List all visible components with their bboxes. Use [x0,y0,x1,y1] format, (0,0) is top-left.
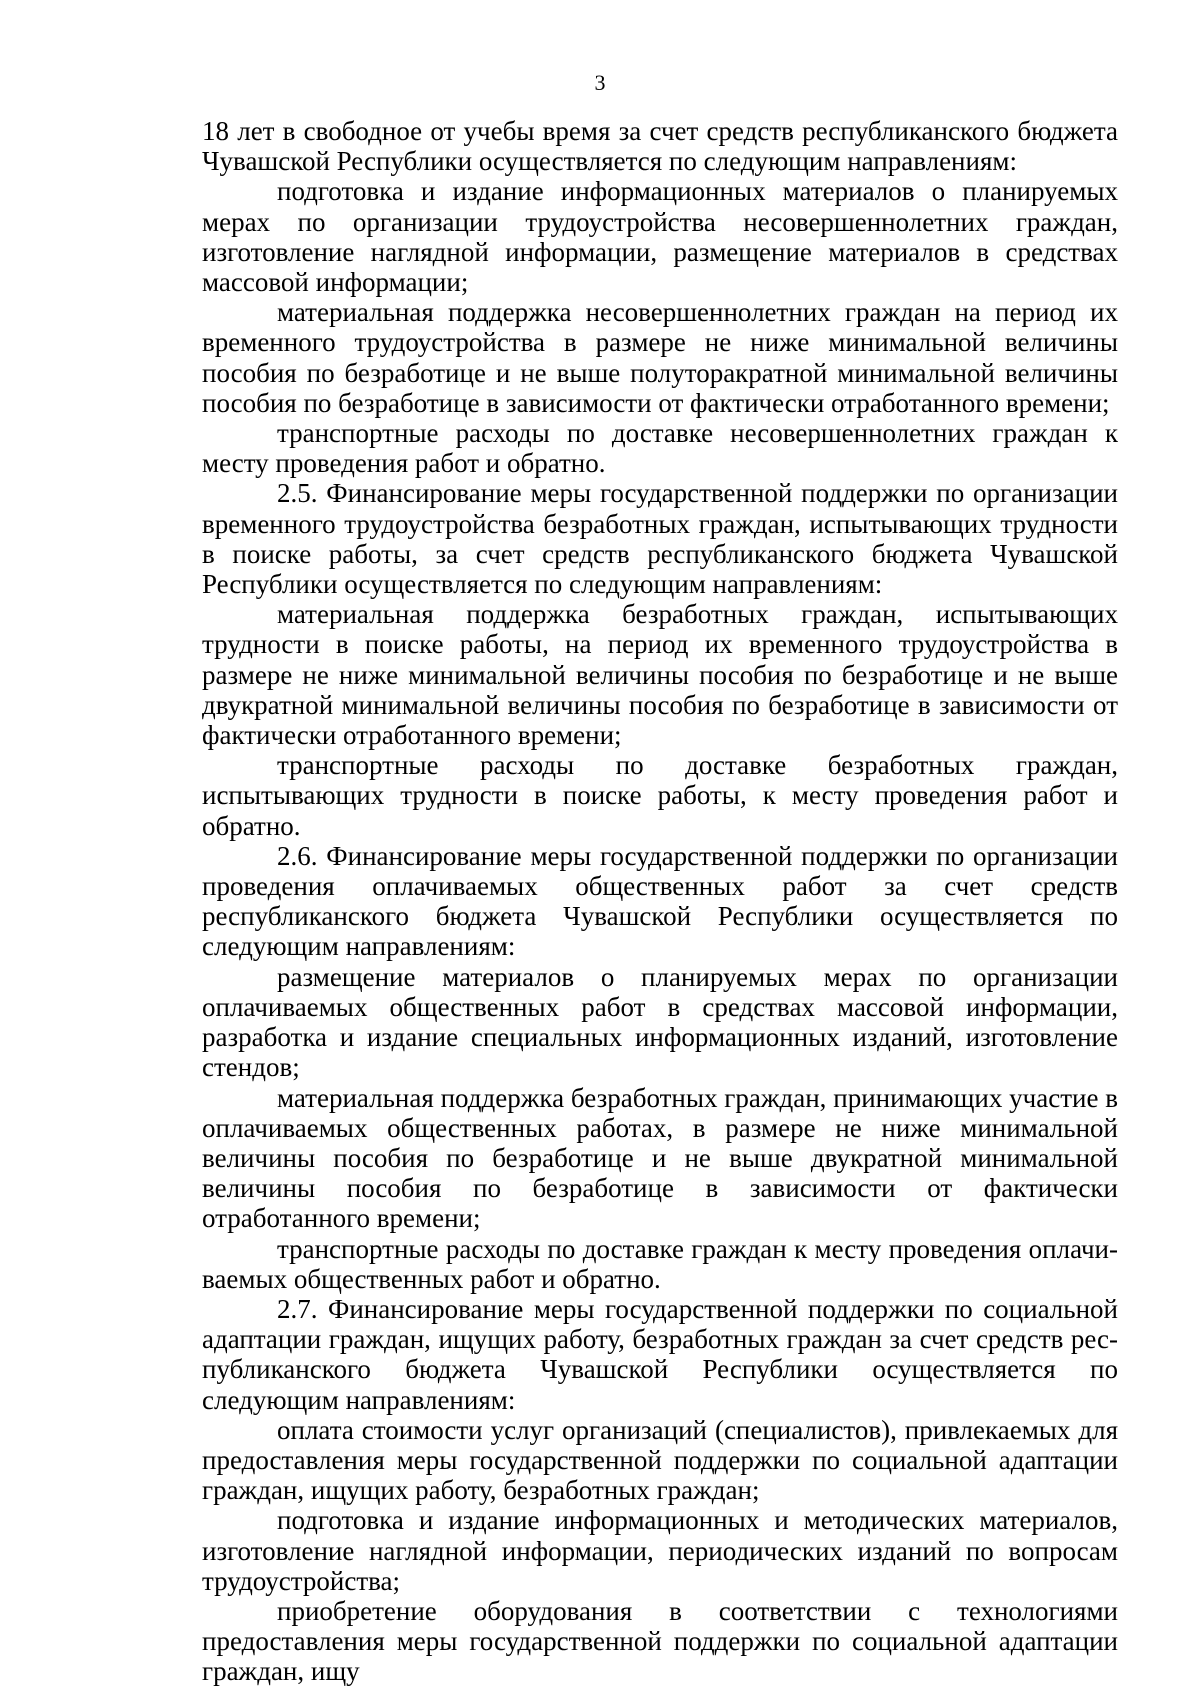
paragraph: 18 лет в свободное от учебы время за счет средств республиканского бюджета Чувашской Республики осуществляется по следующим направлениям: [202,116,1118,177]
paragraph: подготовка и издание информационных и методических материалов, изготовление наглядной информации, периодических изданий по вопросам трудоустройства; [202,1505,1118,1596]
paragraph: материальная поддержка безработных граждан, испытывающих трудности в поиске работы, на период их временного трудоустройства в размере не ниже минимальной величины пособия по безработице и не выше двукратной минимальной величины пособия по безработице в зависимости от фактически отработанного времени; [202,599,1118,751]
paragraph: 2.6. Финансирование меры государственной поддержки по организации проведения оплачиваемых общественных работ за счет средств республиканского бюджета Чувашской Республики осуществляется по следующим направлениям: [202,840,1118,962]
paragraph: транспортные расходы по доставке безработных граждан, испытывающих трудности в поиске работы, к месту проведения работ и обратно. [202,750,1118,841]
page-number: 3 [594,70,606,95]
paragraph: размещение материалов о планируемых мерах по организации оплачиваемых общественных работ в средствах массовой информации, разработка и издание специальных информационных изданий, изготовление стендов; [202,961,1118,1083]
paragraph: приобретение оборудования в соответствии с технологиями предоставления меры государственной поддержки по социальной адаптации граждан, ищу [202,1595,1118,1687]
paragraph: материальная поддержка безработных граждан, принимающих участие в оплачиваемых общественных работах, в размере не ниже минимальной величины пособия по безработице и не выше двукратной минимальной величины пособия по безработице в зависимости от фактически отработанного времени; [202,1082,1118,1234]
paragraph: оплата стоимости услуг организаций (специалистов), привлекаемых для предоставления меры государственной поддержки по социальной адаптации граждан, ищущих работу, безработных граждан; [202,1414,1118,1506]
document-body [202,116,1118,1687]
paragraph: транспортные расходы по доставке граждан к месту проведения оплачиваемых общественных работ и обратно. [202,1233,1118,1294]
paragraph: 2.7. Финансирование меры государственной поддержки по социальной адаптации граждан, ищущих работу, безработных граждан за счет средств республиканского бюджета Чувашской Республики осуществляется по следующим направлениям: [202,1293,1118,1415]
paragraph: транспортные расходы по доставке несовершеннолетних граждан к месту проведения работ и обратно. [202,418,1118,479]
paragraph: подготовка и издание информационных материалов о планируемых мерах по организации трудоустройства несовершеннолетних граждан, изготовление наглядной информации, размещение материалов в средствах массовой информации; [202,176,1118,298]
paragraph: 2.5. Финансирование меры государственной поддержки по организации временного трудоустройства безработных граждан, испытывающих трудности в поиске работы, за счет средств республиканского бюджета Чувашской Республики осуществляется по следующим направлениям: [202,478,1118,600]
paragraph: материальная поддержка несовершеннолетних граждан на период их временного трудоустройства в размере не ниже минимальной величины пособия по безработице и не выше полуторакратной минимальной величины пособия по безработице в зависимости от фактически отработанного времени; [202,297,1118,418]
